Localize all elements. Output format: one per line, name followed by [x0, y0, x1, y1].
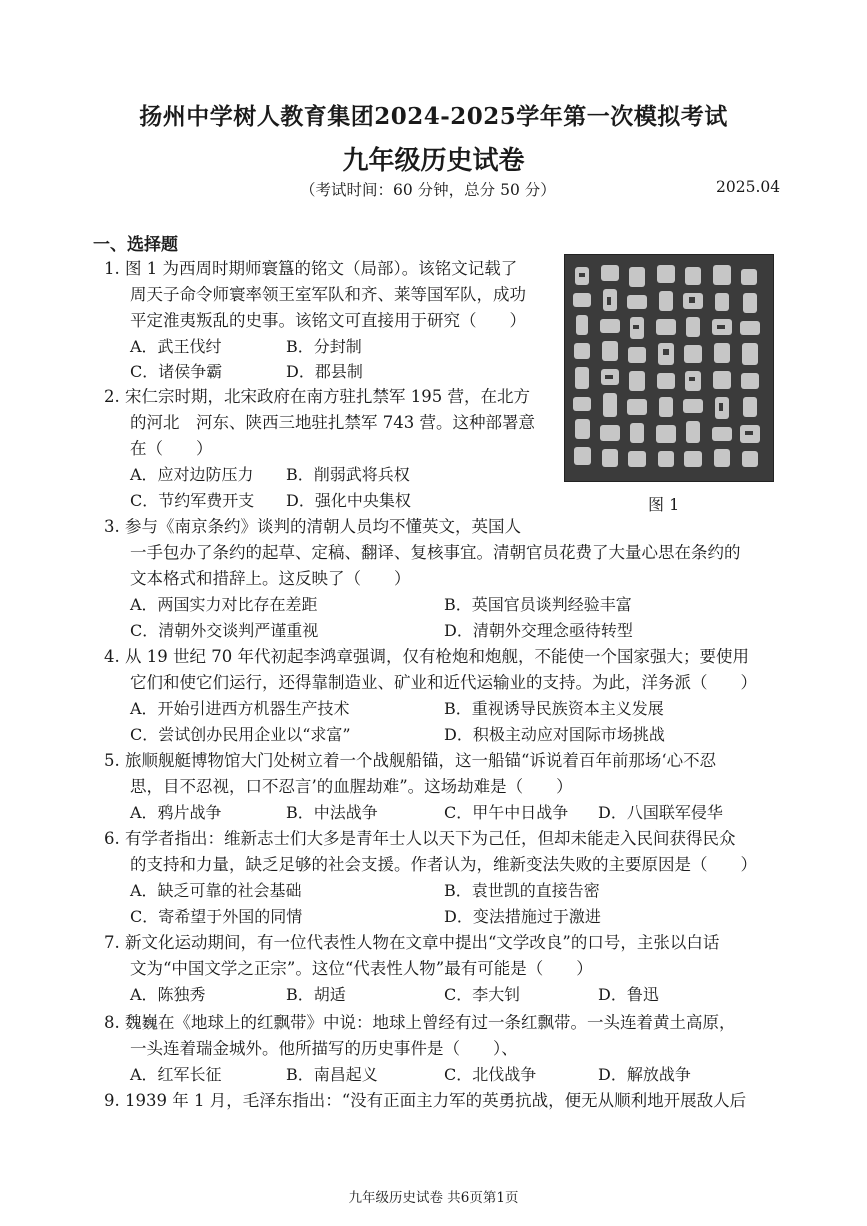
q8-option-b: B．南昌起义 — [286, 1065, 378, 1084]
exam-date: 2025.04 — [716, 178, 781, 196]
q2-line-2: 的河北 河东、陕西三地驻扎禁军 743 营。这种部署意 — [130, 413, 535, 432]
section-heading: 一、选择题 — [93, 235, 178, 255]
q3-line-3: 文本格式和措辞上。这反映了（ ） — [130, 569, 411, 588]
q7-line-2: 文为“中国文学之正宗”。这位“代表性人物”最有可能是（ ） — [130, 959, 593, 978]
q7-option-a: A．陈独秀 — [130, 985, 206, 1004]
q3-option-d: D．清朝外交理念亟待转型 — [444, 621, 633, 640]
q1-line-1: 1. 图 1 为西周时期师寰簋的铭文（局部）。该铭文记载了 — [104, 259, 518, 278]
q4-option-b: B．重视诱导民族资本主义发展 — [444, 699, 664, 718]
q2-option-a: A．应对边防压力 — [130, 465, 254, 484]
q4-option-a: A．开始引进西方机器生产技术 — [130, 699, 350, 718]
q4-line-2: 它们和使它们运行，还得靠制造业、矿业和近代运输业的支持。为此，洋务派（ ） — [130, 673, 757, 692]
q5-option-b: B．中法战争 — [286, 803, 378, 822]
q7-option-c: C．李大钊 — [444, 985, 521, 1004]
q7-line-1: 7. 新文化运动期间，有一位代表性人物在文章中提出“文学改良”的口号，主张以白话 — [104, 933, 720, 952]
q5-option-d: D．八国联军侵华 — [598, 803, 723, 822]
q6-line-1: 6. 有学者指出：维新志士们大多是青年士人以天下为己任，但却未能走入民间获得民众 — [104, 829, 736, 848]
q3-line-1: 3. 参与《南京条约》谈判的清朝人员均不懂英文，英国人 — [104, 517, 521, 536]
q8-option-c: C．北伐战争 — [444, 1065, 537, 1084]
q1-option-c: C．诸侯争霸 — [130, 362, 223, 381]
inscription-rubbing-image — [564, 254, 774, 482]
q8-option-a: A．红军长征 — [130, 1065, 222, 1084]
q1-option-d: D．郡县制 — [286, 362, 363, 381]
q7-option-b: B．胡适 — [286, 985, 346, 1004]
q6-option-b: B．袁世凯的直接告密 — [444, 881, 600, 900]
exam-info: （考试时间：60 分钟，总分 50 分） — [300, 181, 556, 199]
figure-caption: 图 1 — [648, 495, 680, 514]
q2-line-1: 2. 宋仁宗时期，北宋政府在南方驻扎禁军 195 营，在北方 — [104, 387, 530, 406]
q6-option-c: C．寄希望于外国的同情 — [130, 907, 303, 926]
q4-option-d: D．积极主动应对国际市场挑战 — [444, 725, 665, 744]
q3-option-b: B．英国官员谈判经验丰富 — [444, 595, 632, 614]
q2-option-c: C．节约军费开支 — [130, 491, 255, 510]
q3-option-a: A．两国实力对比存在差距 — [130, 595, 318, 614]
q5-line-1: 5. 旅顺舰艇博物馆大门处树立着一个战舰船锚，这一船锚“诉说着百年前那场‘心不忍 — [104, 751, 717, 770]
q4-line-1: 4. 从 19 世纪 70 年代初起李鸿章强调，仅有枪炮和炮舰，不能使一个国家强大；要使用 — [104, 647, 749, 666]
q2-option-d: D．强化中央集权 — [286, 491, 411, 510]
page-footer: 九年级历史试卷 共6页第1页 — [348, 1190, 519, 1206]
q5-line-2: 思，目不忍视，口不忍言’的血腥劫难”。这场劫难是（ ） — [130, 777, 573, 796]
q1-line-3: 平定淮夷叛乱的史事。该铭文可直接用于研究（ ） — [130, 311, 526, 330]
q7-option-d: D．鲁迅 — [598, 985, 659, 1004]
q3-line-2: 一手包办了条约的起草、定稿、翻译、复核事宜。清朝官员花费了大量心思在条约的 — [130, 543, 741, 562]
q5-option-a: A．鸦片战争 — [130, 803, 222, 822]
exam-title: 扬州中学树人教育集团2024-2025学年第一次模拟考试 — [139, 103, 728, 130]
q6-option-d: D．变法措施过于激进 — [444, 907, 601, 926]
q6-line-2: 的支持和力量，缺乏足够的社会支援。作者认为，维新变法失败的主要原因是（ ） — [130, 855, 757, 874]
q6-option-a: A．缺乏可靠的社会基础 — [130, 881, 302, 900]
q2-option-b: B．削弱武将兵权 — [286, 465, 410, 484]
q9-line-1: 9. 1939 年 1 月，毛泽东指出：“没有正面主力军的英勇抗战，便无从顺利地开展敌人后 — [104, 1091, 747, 1110]
q2-line-3: 在（ ） — [130, 439, 213, 458]
q3-option-c: C．清朝外交谈判严谨重视 — [130, 621, 319, 640]
q1-line-2: 周天子命令师寰率领王室军队和齐、莱等国军队，成功 — [130, 285, 526, 304]
q4-option-c: C．尝试创办民用企业以“求富” — [130, 725, 351, 744]
q8-line-2: 一头连着瑞金城外。他所描写的历史事件是（ ）、 — [130, 1039, 518, 1058]
q8-line-1: 8. 魏巍在《地球上的红飘带》中说：地球上曾经有过一条红飘带。一头连着黄土高原， — [104, 1013, 736, 1032]
q8-option-d: D．解放战争 — [598, 1065, 691, 1084]
q1-option-b: B．分封制 — [286, 337, 362, 356]
q1-option-a: A．武王伐纣 — [130, 337, 222, 356]
q5-option-c: C．甲午中日战争 — [444, 803, 569, 822]
paper-subject-title: 九年级历史试卷 — [342, 146, 525, 176]
